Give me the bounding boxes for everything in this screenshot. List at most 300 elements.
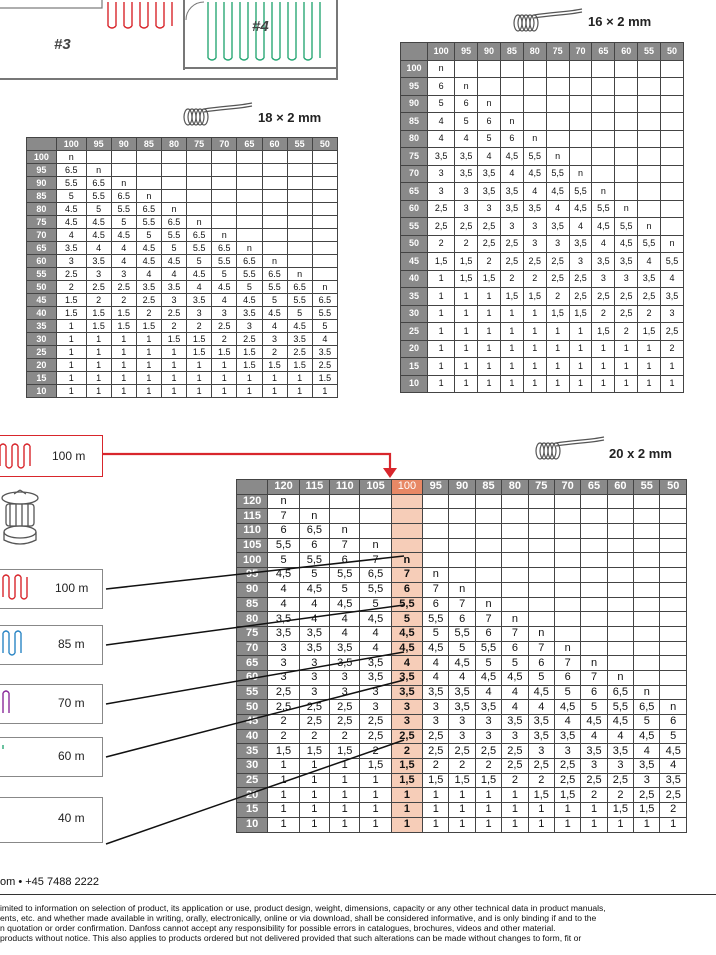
- table-cell: 4.5: [162, 255, 187, 268]
- table-cell: 1: [592, 358, 615, 376]
- table-cell: 4: [423, 656, 449, 671]
- table-cell: 3: [475, 715, 501, 730]
- table-cell: [592, 60, 615, 78]
- disclaimer-line-1: imited to information on selection of product, its application or use, product design, weight, dimensions, capacity or any other technical data in product manuals,: [0, 903, 606, 913]
- table-cell: 2,5: [660, 788, 687, 803]
- column-header: 85: [475, 480, 501, 495]
- column-header: 105: [360, 480, 391, 495]
- table-cell: 4: [638, 253, 661, 271]
- table-cell: 1: [330, 803, 360, 818]
- room-label-4: #4: [252, 18, 269, 35]
- table-cell: [262, 242, 287, 255]
- table-cell: 4.5: [86, 216, 111, 229]
- table-cell: 5: [554, 685, 580, 700]
- table-cell: [581, 568, 607, 583]
- table-cell: 1: [592, 375, 615, 393]
- table-cell: n: [162, 203, 187, 216]
- table-cell: [607, 597, 633, 612]
- table-cell: [554, 597, 580, 612]
- table-cell: 1: [500, 358, 523, 376]
- table-cell: 3: [268, 641, 299, 656]
- column-header: 70: [212, 138, 237, 151]
- table-cell: [634, 538, 660, 553]
- pipe-coil-icon-20: [534, 436, 606, 464]
- table-cell: [500, 60, 523, 78]
- table-cell: 2,5: [634, 788, 660, 803]
- table-cell: 5.5: [86, 190, 111, 203]
- row-header: 45: [401, 253, 428, 271]
- table-cell: n: [449, 582, 475, 597]
- table-cell: [660, 148, 683, 166]
- table-cell: 3,5: [423, 685, 449, 700]
- table-cell: 5,5: [569, 183, 592, 201]
- table-cell: 5: [428, 95, 455, 113]
- table-cell: 5: [581, 700, 607, 715]
- table-cell: [475, 509, 501, 524]
- table-cell: [569, 148, 592, 166]
- table-cell: 5: [262, 294, 287, 307]
- table-cell: [638, 148, 661, 166]
- table-cell: [554, 538, 580, 553]
- table-cell: 3: [299, 670, 329, 685]
- row-header: 15: [237, 803, 268, 818]
- table-cell: 2.5: [212, 320, 237, 333]
- table-cell: 3,5: [502, 715, 528, 730]
- table-cell: 4: [330, 612, 360, 627]
- row-header: 80: [401, 130, 428, 148]
- table-cell: [423, 538, 449, 553]
- table-cell: [581, 553, 607, 568]
- table-cell: 3,5: [360, 670, 391, 685]
- table-row: [401, 165, 684, 183]
- table-cell: 1: [187, 359, 212, 372]
- table-cell: [391, 494, 422, 509]
- table-cell: 6,5: [634, 700, 660, 715]
- table-cell: 1: [287, 385, 312, 398]
- table-cell: 4: [111, 255, 136, 268]
- table-row: [27, 229, 338, 242]
- table-cell: [528, 538, 554, 553]
- table-cell: 2,5: [607, 773, 633, 788]
- table-cell: [162, 164, 187, 177]
- row-header: 80: [27, 203, 57, 216]
- table-cell: 3,5: [615, 253, 638, 271]
- table-cell: 3: [330, 685, 360, 700]
- table-cell: [607, 538, 633, 553]
- table-cell: 2.5: [86, 281, 111, 294]
- table-cell: [502, 597, 528, 612]
- table-cell: 2: [391, 744, 422, 759]
- table-cell: 1: [212, 359, 237, 372]
- table-cell: 3: [660, 305, 683, 323]
- table-cell: [660, 494, 687, 509]
- table-cell: 3: [212, 307, 237, 320]
- table-cell: [615, 60, 638, 78]
- table-cell: n: [523, 130, 546, 148]
- table-cell: [607, 509, 633, 524]
- table-cell: 3,5: [391, 670, 422, 685]
- row-header: 60: [27, 255, 57, 268]
- table-row: [27, 346, 338, 359]
- table-cell: [262, 190, 287, 203]
- table-cell: 1,5: [391, 759, 422, 774]
- table-cell: 2,5: [330, 715, 360, 730]
- table-cell: 1: [111, 372, 136, 385]
- disclaimer-line-4: products without notice. This also applies to products ordered but not delivered provided that such alterations can be made without changes to form, fit or: [0, 933, 582, 943]
- table-cell: 6.5: [162, 216, 187, 229]
- table-cell: [449, 553, 475, 568]
- table-cell: 4: [360, 641, 391, 656]
- table-cell: [581, 509, 607, 524]
- table-cell: 1: [56, 320, 86, 333]
- table-cell: [360, 509, 391, 524]
- row-header: 65: [237, 656, 268, 671]
- table-cell: 1: [330, 759, 360, 774]
- table-cell: n: [554, 641, 580, 656]
- table-cell: [615, 95, 638, 113]
- table-cell: 7: [268, 509, 299, 524]
- table-cell: [287, 177, 312, 190]
- table-cell: [162, 151, 187, 164]
- column-header: 115: [299, 480, 329, 495]
- column-header: 100: [391, 480, 422, 495]
- table-cell: 2: [615, 323, 638, 341]
- table-cell: [615, 130, 638, 148]
- row-header: 20: [237, 788, 268, 803]
- table-cell: 6: [478, 113, 501, 131]
- table-cell: 1: [299, 803, 329, 818]
- table-cell: 4: [478, 148, 501, 166]
- table-cell: 4: [391, 656, 422, 671]
- table-row: [401, 183, 684, 201]
- table-cell: [638, 78, 661, 96]
- table-cell: [475, 524, 501, 539]
- floor-plan-loops: [0, 0, 336, 78]
- table-cell: 1: [523, 340, 546, 358]
- table-cell: 1: [312, 385, 337, 398]
- table-cell: 1: [523, 305, 546, 323]
- table-cell: 6: [330, 553, 360, 568]
- table-cell: [237, 164, 262, 177]
- row-header: 85: [27, 190, 57, 203]
- table-cell: 6.5: [136, 203, 161, 216]
- column-header: 95: [86, 138, 111, 151]
- table-cell: [581, 597, 607, 612]
- table-cell: 1: [360, 788, 391, 803]
- row-header: 60: [237, 670, 268, 685]
- table-cell: n: [634, 685, 660, 700]
- table-cell: 1: [478, 340, 501, 358]
- table-cell: [502, 553, 528, 568]
- table-cell: 2: [330, 729, 360, 744]
- table-cell: 2: [523, 270, 546, 288]
- row-header: 55: [27, 268, 57, 281]
- table-row: [401, 200, 684, 218]
- column-header: 80: [523, 43, 546, 61]
- table-cell: 2,5: [475, 744, 501, 759]
- table-cell: [607, 641, 633, 656]
- table-cell: 2,5: [360, 729, 391, 744]
- table-cell: 1: [528, 817, 554, 832]
- table-cell: 1: [478, 358, 501, 376]
- table-cell: n: [423, 568, 449, 583]
- table-cell: 1: [162, 359, 187, 372]
- table-cell: 1: [56, 372, 86, 385]
- table-cell: 5,5: [299, 553, 329, 568]
- footer-rule: [0, 894, 716, 895]
- table-cell: 3: [86, 268, 111, 281]
- table-title-18: 18 × 2 mm: [258, 110, 322, 125]
- table-cell: n: [638, 218, 661, 236]
- table-cell: 4: [187, 281, 212, 294]
- table-cell: 1: [502, 788, 528, 803]
- table-cell: 5.5: [136, 216, 161, 229]
- table-cell: 3.5: [86, 255, 111, 268]
- table-cell: 1: [162, 346, 187, 359]
- table-row: [401, 218, 684, 236]
- table-cell: [660, 113, 683, 131]
- table-cell: 1.5: [86, 307, 111, 320]
- table-cell: [592, 78, 615, 96]
- table-cell: 6,5: [360, 568, 391, 583]
- table-cell: [660, 597, 687, 612]
- table-cell: 1,5: [554, 788, 580, 803]
- table-cell: 2: [268, 715, 299, 730]
- table-cell: [86, 151, 111, 164]
- table-cell: 6.5: [312, 294, 337, 307]
- table-corner: [401, 43, 428, 61]
- table-cell: [581, 494, 607, 509]
- table-cell: 2: [187, 320, 212, 333]
- table-cell: 3: [615, 270, 638, 288]
- loop-icons: [0, 569, 34, 749]
- table-cell: 3,5: [330, 656, 360, 671]
- table-cell: 5,5: [475, 641, 501, 656]
- row-header: 20: [27, 359, 57, 372]
- loop-box-5: [0, 797, 103, 843]
- table-cell: n: [615, 200, 638, 218]
- table-cell: [262, 177, 287, 190]
- table-row: [27, 177, 338, 190]
- table-cell: [660, 78, 683, 96]
- row-header: 20: [401, 340, 428, 358]
- table-cell: 4,5: [528, 685, 554, 700]
- table-cell: [554, 568, 580, 583]
- column-header: 95: [455, 43, 478, 61]
- row-header: 40: [401, 270, 428, 288]
- disclaimer-line-2: ents, etc. and whether made available in writing, orally, electronically, online or via download, shall be considered informative, and is only binding if and to the: [0, 913, 597, 923]
- row-header: 95: [401, 78, 428, 96]
- table-cell: 3: [523, 235, 546, 253]
- table-cell: 1: [449, 817, 475, 832]
- table-cell: 2,5: [502, 759, 528, 774]
- table-cell: 3: [360, 700, 391, 715]
- row-header: 120: [237, 494, 268, 509]
- table-cell: 5: [56, 190, 86, 203]
- table-cell: 1: [330, 788, 360, 803]
- table-cell: [423, 509, 449, 524]
- table-cell: n: [569, 165, 592, 183]
- table-cell: 1: [449, 788, 475, 803]
- table-cell: 1.5: [136, 320, 161, 333]
- table-cell: 4,5: [268, 568, 299, 583]
- table-row: [27, 255, 338, 268]
- table-cell: [634, 597, 660, 612]
- column-header: 50: [660, 43, 683, 61]
- table-cell: 1: [56, 333, 86, 346]
- table-cell: 4,5: [634, 729, 660, 744]
- table-cell: [502, 582, 528, 597]
- table-row: [27, 372, 338, 385]
- table-cell: 2,5: [299, 700, 329, 715]
- table-cell: 3,5: [607, 744, 633, 759]
- table-cell: [312, 177, 337, 190]
- table-cell: 5: [237, 281, 262, 294]
- table-cell: [638, 113, 661, 131]
- table-cell: [187, 164, 212, 177]
- table-cell: 3,5: [546, 218, 569, 236]
- table-cell: [528, 494, 554, 509]
- row-header: 10: [237, 817, 268, 832]
- table-cell: 3,5: [478, 165, 501, 183]
- table-cell: 1: [111, 333, 136, 346]
- table-cell: [136, 177, 161, 190]
- table-cell: 1: [237, 385, 262, 398]
- table-cell: 1,5: [500, 288, 523, 306]
- table-cell: [634, 656, 660, 671]
- table-cell: [554, 553, 580, 568]
- table-row: [401, 358, 684, 376]
- row-header: 30: [27, 333, 57, 346]
- table-cell: 5.5: [237, 268, 262, 281]
- table-cell: 1: [478, 288, 501, 306]
- table-row: [27, 203, 338, 216]
- table-cell: 2: [502, 773, 528, 788]
- table-cell: [569, 78, 592, 96]
- table-cell: 1: [423, 803, 449, 818]
- table-cell: 1,5: [455, 253, 478, 271]
- table-cell: [528, 612, 554, 627]
- table-row: [27, 320, 338, 333]
- table-cell: 3,5: [428, 148, 455, 166]
- table-cell: [287, 216, 312, 229]
- table-cell: [634, 524, 660, 539]
- table-cell: [638, 60, 661, 78]
- table-cell: 6: [502, 641, 528, 656]
- row-header: 55: [237, 685, 268, 700]
- table-cell: [237, 229, 262, 242]
- table-cell: [475, 538, 501, 553]
- row-header: 65: [27, 242, 57, 255]
- table-cell: [187, 177, 212, 190]
- table-cell: 1.5: [56, 307, 86, 320]
- table-cell: 4: [569, 218, 592, 236]
- table-cell: n: [455, 78, 478, 96]
- table-cell: [360, 494, 391, 509]
- table-cell: 1: [56, 359, 86, 372]
- table-cell: 1: [268, 773, 299, 788]
- table-cell: 1: [86, 346, 111, 359]
- table-cell: 1: [500, 323, 523, 341]
- table-cell: [660, 656, 687, 671]
- table-cell: 6: [500, 130, 523, 148]
- table-cell: [475, 582, 501, 597]
- table-cell: 2,5: [423, 729, 449, 744]
- table-cell: 1: [136, 359, 161, 372]
- table-row: [401, 130, 684, 148]
- table-cell: 1: [607, 817, 633, 832]
- table-cell: 7: [330, 538, 360, 553]
- table-cell: n: [330, 524, 360, 539]
- table-cell: 4: [428, 130, 455, 148]
- table-cell: [212, 216, 237, 229]
- table-corner: [27, 138, 57, 151]
- table-cell: [634, 670, 660, 685]
- table-cell: 1,5: [592, 323, 615, 341]
- table-cell: 1: [262, 372, 287, 385]
- table-row: [401, 148, 684, 166]
- table-cell: 6: [660, 715, 687, 730]
- table-cell: 3,5: [475, 700, 501, 715]
- column-header: 55: [634, 480, 660, 495]
- table-cell: 2: [299, 729, 329, 744]
- loop-length-5: 40 m: [58, 811, 85, 825]
- table-row: [237, 788, 687, 803]
- table-row: [401, 288, 684, 306]
- table-cell: 3: [111, 268, 136, 281]
- table-cell: 1: [634, 817, 660, 832]
- table-cell: [502, 494, 528, 509]
- table-cell: 2: [638, 305, 661, 323]
- table-cell: 1: [546, 358, 569, 376]
- table-cell: 4,5: [360, 612, 391, 627]
- table-cell: [449, 494, 475, 509]
- table-cell: 1: [212, 372, 237, 385]
- pipe-coil-icon-16: [512, 8, 584, 36]
- table-cell: 1: [212, 385, 237, 398]
- table-cell: 4.5: [111, 229, 136, 242]
- table-cell: 5,5: [360, 582, 391, 597]
- table-cell: 2,5: [360, 715, 391, 730]
- table-cell: 2,5: [478, 218, 501, 236]
- table-cell: 1.5: [212, 346, 237, 359]
- table-cell: 4,5: [592, 218, 615, 236]
- table-cell: [391, 509, 422, 524]
- table-cell: 1: [162, 372, 187, 385]
- table-cell: [287, 242, 312, 255]
- table-cell: 1: [162, 385, 187, 398]
- table-cell: [592, 165, 615, 183]
- table-cell: [502, 538, 528, 553]
- table-cell: 1: [615, 358, 638, 376]
- table-cell: 3,5: [478, 183, 501, 201]
- table-cell: 5,5: [615, 218, 638, 236]
- row-header: 90: [401, 95, 428, 113]
- table-cell: 3: [478, 200, 501, 218]
- table-cell: 3,5: [330, 641, 360, 656]
- table-cell: 2: [449, 759, 475, 774]
- column-header: 55: [638, 43, 661, 61]
- table-cell: [528, 553, 554, 568]
- table-cell: 4: [423, 670, 449, 685]
- table-cell: 1,5: [268, 744, 299, 759]
- table-cell: 1: [187, 385, 212, 398]
- table-cell: 1: [56, 385, 86, 398]
- red-loop-icon: [0, 442, 38, 470]
- table-cell: [423, 524, 449, 539]
- table-cell: n: [592, 183, 615, 201]
- table-cell: [330, 509, 360, 524]
